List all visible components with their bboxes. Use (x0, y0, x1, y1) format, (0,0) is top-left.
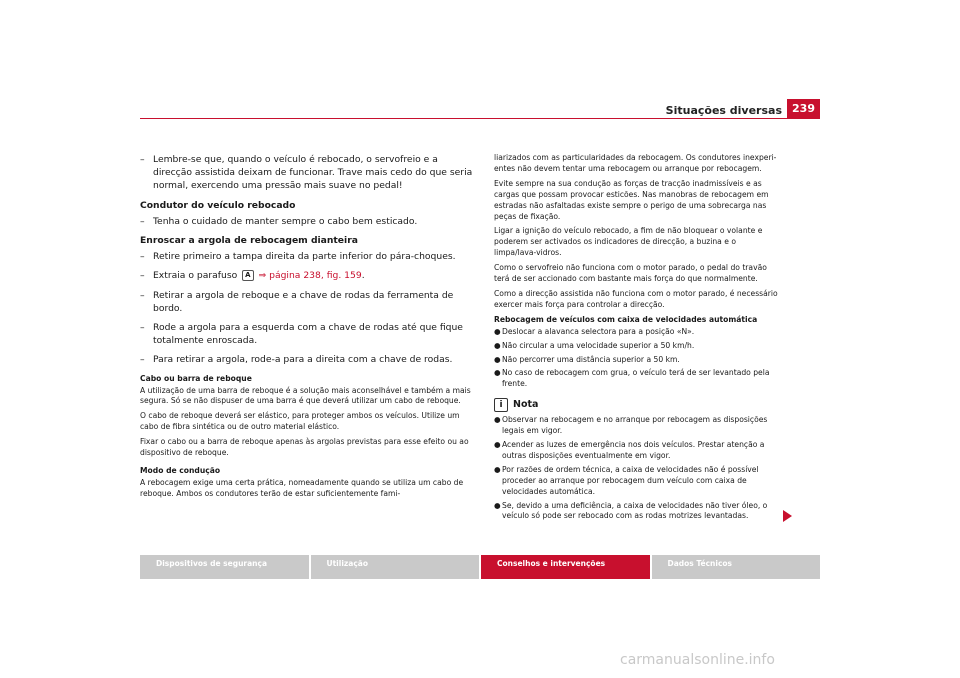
page-number: 239 (787, 99, 820, 118)
paragraph: liarizados com as particularidades da rebocagem. Os condutores inexperi-entes não devem tentar uma rebocagem ou arranque por rebocagem. (494, 153, 777, 173)
paragraph: Como a direcção assistida não funciona com o motor parado, é necessário exercer mais força para controlar a direcção. (494, 288, 778, 309)
continue-arrow-icon (783, 510, 792, 522)
bullet-icon: ● (494, 354, 501, 364)
note-heading: i Nota (494, 398, 779, 412)
paragraph: O cabo de reboque deverá ser elástico, para proteger ambos os veículos. Utilize um cabo de fibra sintética ou de outro material elástico. (140, 411, 460, 432)
list-item: ● No caso de rebocagem com grua, o veículo terá de ser levantado pela frente. (494, 368, 770, 389)
bullet-icon: ● (494, 415, 501, 425)
cable-section (140, 374, 475, 500)
section-heading: Modo de condução (140, 465, 221, 475)
info-icon: i (494, 398, 508, 412)
paragraph: A utilização de uma barra de reboque é a solução mais aconselhável e também a mais segura. Só se não dispuser de uma barra é que deverá utilizar um cabo de reboque. (140, 385, 471, 406)
list-item: – Retire primeiro a tampa direita da parte inferior do pára-choques. (140, 251, 456, 263)
list-item: – Retirar a argola de reboque e a chave de rodas da ferramenta de bordo. (140, 289, 454, 314)
list-item: ● Não percorrer uma distância superior a 50 km. (494, 354, 680, 364)
section-heading: Condutor do veículo rebocado (140, 199, 296, 211)
tab-dados-tecnicos[interactable]: Dados Técnicos (652, 555, 821, 579)
list-item: ● Por razões de ordem técnica, a caixa de velocidades não é possível proceder ao arranque por rebocagem dum veículo com caixa de velocidades automática. (494, 464, 759, 496)
list-item: ● Se, devido a uma deficiência, a caixa de velocidades não tiver óleo, o veículo só pode ser rebocado com as rodas motrizes levantadas. (494, 500, 768, 521)
header-rule (140, 118, 820, 119)
section-heading: Enroscar a argola de rebocagem dianteira (140, 235, 358, 247)
paragraph: A rebocagem exige uma certa prática, nomeadamente quando se utiliza um cabo de reboque. Ambos os condutores terão de estar suficientemente fami- (140, 477, 464, 498)
list-item: – Lembre-se que, quando o veículo é rebocado, o servofreio e a direcção assistida deixam de funcionar. Trave mais cedo do que seria normal, exercendo uma pressão mais suave no pedal! (140, 154, 473, 192)
page-header-title: Situações diversas (665, 104, 782, 117)
tab-conselhos-e-intervencoes[interactable]: Conselhos e intervenções (481, 555, 650, 579)
paragraph: Evite sempre na sua condução as forças de tracção inadmissíveis e as cargas que possam provocar esticões. Nas manobras de rebocagem em estradas não asfaltadas existe sempre o perigo de uma sobrecarga nas peças de fixação. (494, 178, 769, 221)
paragraph: Fixar o cabo ou a barra de reboque apenas às argolas previstas para esse efeito ou ao dispositivo de reboque. (140, 437, 469, 458)
bullet-icon: ● (494, 440, 501, 450)
watermark: carmanualsonline.info (620, 652, 775, 668)
callout-badge: A (242, 270, 253, 281)
list-item: ● Não circular a uma velocidade superior a 50 km/h. (494, 340, 695, 350)
tab-dispositivos-de-seguranca[interactable]: Dispositivos de segurança (140, 555, 309, 579)
section-heading: Cabo ou barra de reboque (140, 373, 252, 383)
list-item: ● Deslocar a alavanca selectora para a posição «N». (494, 326, 695, 336)
paragraph: Como o servofreio não funciona com o motor parado, o pedal do travão terá de ser accionado com bastante mais força do que normalmente. (494, 263, 767, 284)
tab-utilizacao[interactable]: Utilização (311, 555, 480, 579)
footer-nav (140, 555, 820, 579)
bullet-icon: ● (494, 340, 501, 350)
list-item: ● Observar na rebocagem e no arranque por rebocagem as disposições legais em vigor. (494, 415, 768, 436)
left-column (140, 153, 475, 504)
right-column (494, 153, 779, 525)
page-reference-link[interactable]: ⇒ página 238, fig. 159 (258, 270, 362, 282)
section-heading: Rebocagem de veículos com caixa de velocidades automática (494, 314, 758, 324)
bullet-icon: ● (494, 368, 501, 378)
list-item: – Rode a argola para a esquerda com a chave de rodas até que fique totalmente enroscada. (140, 322, 463, 347)
list-item: – Tenha o cuidado de manter sempre o cabo bem esticado. (140, 215, 418, 227)
list-item: ● Acender as luzes de emergência nos dois veículos. Prestar atenção a outras disposições eventualmente em vigor. (494, 440, 765, 460)
bullet-icon: ● (494, 464, 501, 474)
list-item: – Extraia o parafuso A ⇒ página 238, fig. 159. (140, 270, 365, 282)
bullet-icon: ● (494, 500, 501, 510)
bullet-icon: ● (494, 326, 501, 336)
paragraph: Ligar a ignição do veículo rebocado, a fim de não bloquear o volante e poderem ser activados os indicadores de direcção, a buzina e o limpa/lava-vidros. (494, 226, 763, 258)
list-item: – Para retirar a argola, rode-a para a direita com a chave de rodas. (140, 354, 453, 366)
